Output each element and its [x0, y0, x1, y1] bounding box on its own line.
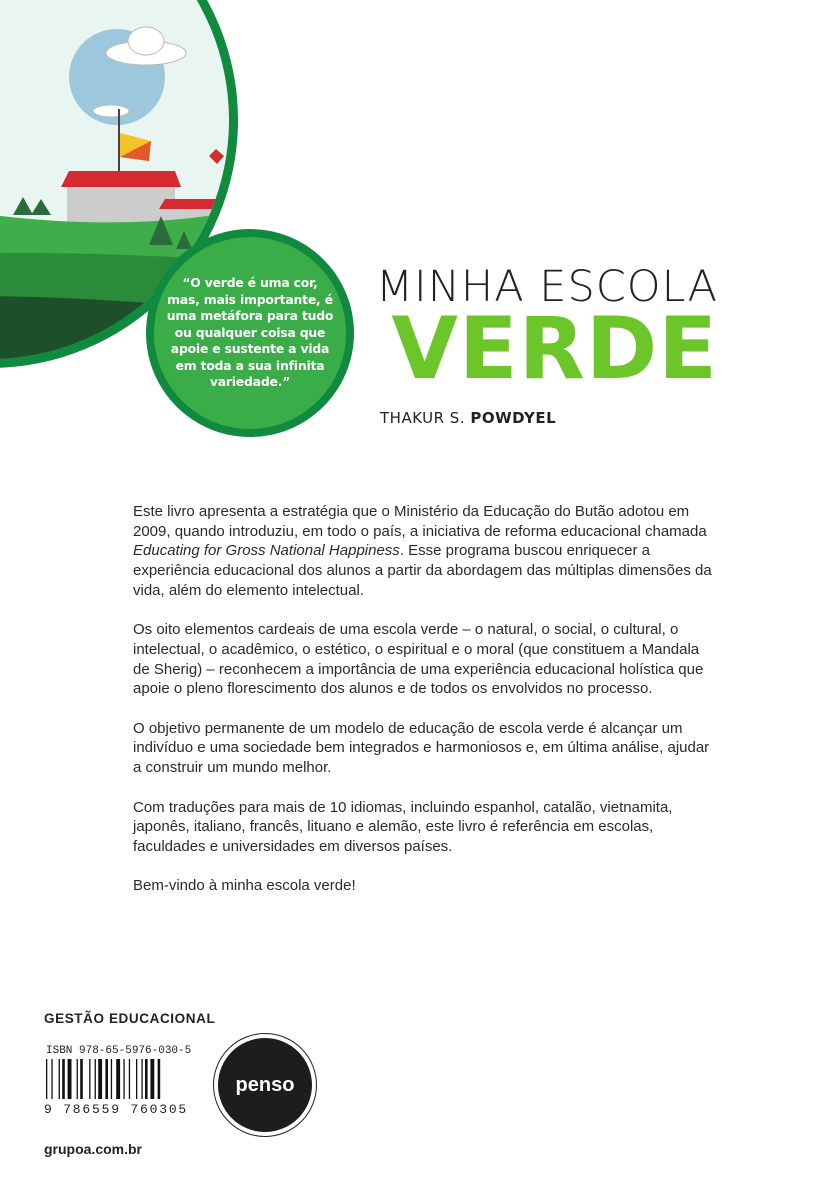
author-name	[380, 409, 556, 427]
paragraph-5: Bem-vindo à minha escola verde!	[133, 877, 356, 895]
paragraph-1-text-end: . Esse programa buscou enriquecer a experiência educacional dos alunos a partir da abordagem das múltiplas dimensões da vida, além do elemento intelectual.	[133, 542, 712, 599]
paragraph-1-text: Este livro apresenta a estratégia que o Ministério da Educação do Butão adotou em 2009, quando introduziu, em todo o país, a iniciativa de reforma educacional chamada	[133, 503, 707, 540]
school-roof	[61, 171, 181, 187]
barcode-bar	[116, 1059, 120, 1099]
title-line-1: MINHA ESCOLA	[375, 262, 718, 312]
barcode-bar	[150, 1059, 154, 1099]
barcode-bar	[105, 1059, 108, 1099]
paragraph-1	[133, 502, 718, 601]
publisher-logo	[213, 1033, 317, 1137]
barcode-bar	[77, 1059, 78, 1099]
barcode	[44, 1059, 194, 1099]
barcode-bar	[46, 1059, 47, 1099]
publisher-name: penso	[218, 1038, 312, 1132]
paragraph-4: Com traduções para mais de 10 idiomas, incluindo espanhol, catalão, vietnamita, japonês, italiano, francês, lituano e alemão, este livro é referência em escolas, faculdades e universidades em diversos países.	[133, 798, 673, 855]
isbn-text: ISBN 978-65-5976-030-5	[46, 1045, 192, 1057]
barcode-bar	[95, 1059, 96, 1099]
barcode-bar	[145, 1059, 148, 1099]
barcode-bar	[98, 1059, 102, 1099]
barcode-bar	[89, 1059, 90, 1099]
barcode-bar	[80, 1059, 83, 1099]
title-line-2: VERDE	[391, 299, 718, 399]
barcode-bar	[129, 1059, 130, 1099]
quote-text: “O verde é uma cor, mas, mais importante, é uma metáfora para tudo ou qualquer coisa que apoie e sustente a vida em toda a sua infinita variedade.”	[166, 275, 334, 390]
author-first: THAKUR S.	[380, 409, 466, 427]
paragraph-3: O objetivo permanente de um modelo de educação de escola verde é alcançar um indivíduo e uma sociedade bem integrados e harmoniosos e, em última análise, ajudar a construir um mundo melhor.	[133, 719, 710, 777]
website-link[interactable]: grupoa.com.br	[44, 1141, 143, 1157]
barcode-bar	[59, 1059, 60, 1099]
barcode-bar	[123, 1059, 124, 1099]
barcode-bar	[68, 1059, 72, 1099]
quote-badge	[146, 229, 354, 437]
barcode-bar	[62, 1059, 65, 1099]
paragraph-2: Os oito elementos cardeais de uma escola verde – o natural, o social, o cultural, o intelectual, o acadêmico, o estético, o espiritual e o moral (que constituem a Mandala de Sherig) – reconhecem a importância de uma experiência educacional holística que apoie o pleno florescimento dos alunos e de todos os envolvidos no processo.	[133, 621, 704, 698]
barcode-bar	[51, 1059, 52, 1099]
author-last: POWDYEL	[470, 409, 557, 427]
barcode-bar	[111, 1059, 112, 1099]
program-name: Educating for Gross National Happiness	[133, 542, 400, 560]
category-label: GESTÃO EDUCACIONAL	[44, 1011, 216, 1026]
barcode-number: 9 786559 760305	[44, 1102, 189, 1117]
barcode-bar	[158, 1059, 161, 1099]
synopsis	[133, 502, 718, 916]
barcode-bar	[136, 1059, 137, 1099]
barcode-bar	[141, 1059, 142, 1099]
